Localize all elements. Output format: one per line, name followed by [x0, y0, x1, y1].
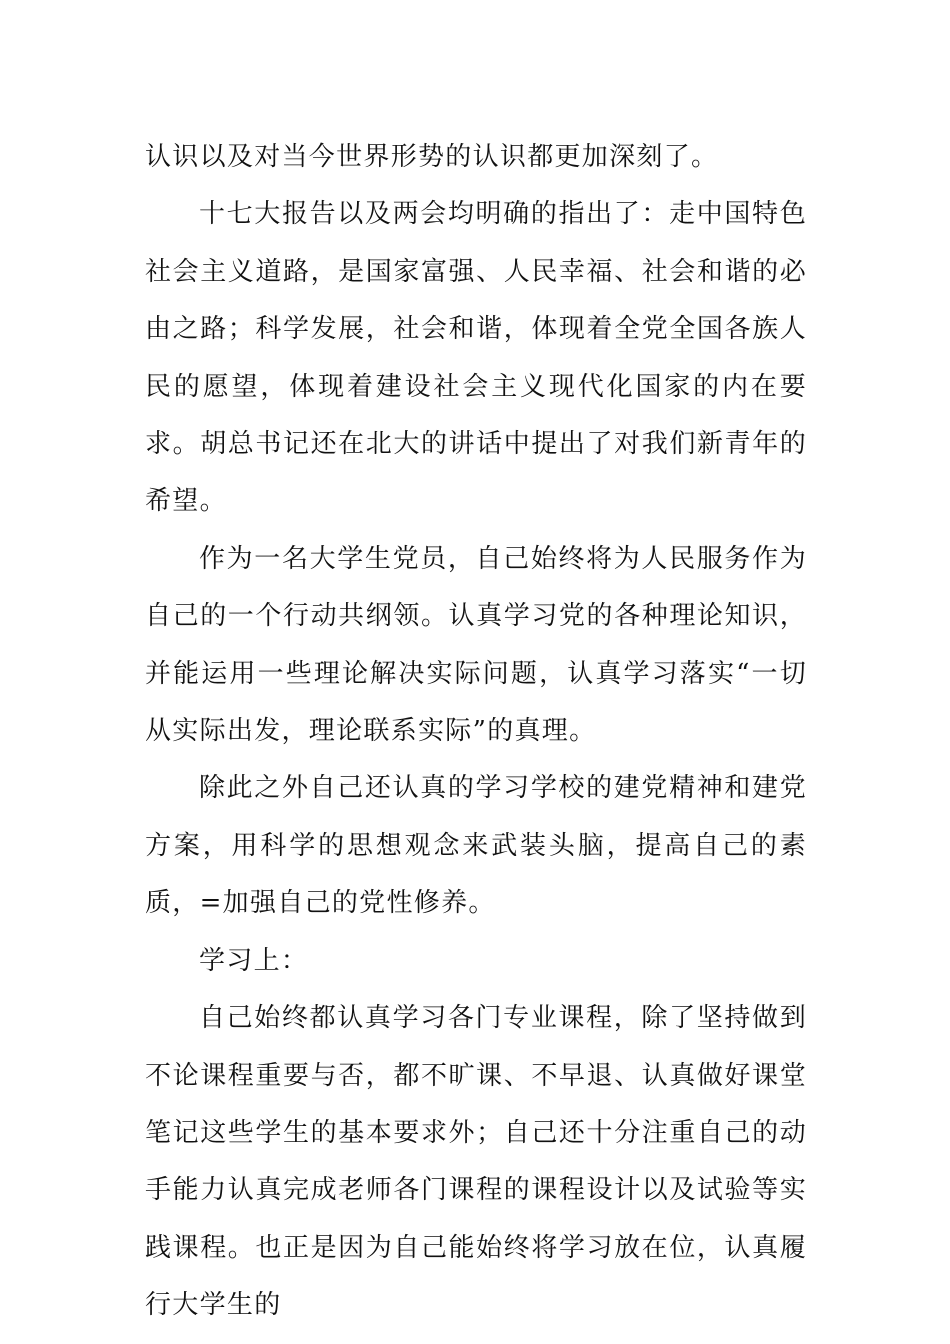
paragraph-continuation: 认识以及对当今世界形势的认识都更加深刻了。 [145, 142, 719, 172]
section-heading-study: 学习上： [199, 945, 309, 976]
document-body [145, 129, 807, 1335]
paragraph-report: 十七大报告以及两会均明确的指出了：走中国特色社会主义道路，是国家富强、人民幸福、社会和谐的必由之路；科学发展，社会和谐，体现着全党全国各族人民的愿望，体现着建设社会主义现代化国家的内在要求。胡总书记还在北大的讲话中提出了对我们新青年的希望。 [145, 199, 807, 517]
paragraph-study: 自己始终都认真学习各门专业课程，除了坚持做到不论课程重要与否，都不旷课、不早退、认真做好课堂笔记这些学生的基本要求外；自己还十分注重自己的动手能力认真完成老师各门课程的课程设计以及试验等实践课程。也正是因为自己能始终将学习放在位，认真履行大学生的 [145, 1003, 807, 1321]
paragraph-party-member: 作为一名大学生党员，自己始终将为人民服务作为自己的一个行动共纲领。认真学习党的各种理论知识，并能运用一些理论解决实际问题，认真学习落实“一切从实际出发，理论联系实际”的真理。 [145, 543, 807, 747]
paragraph-school-spirit: 除此之外自己还认真的学习学校的建党精神和建党方案，用科学的思想观念来武装头脑，提高自己的素质，=加强自己的党性修养。 [145, 773, 807, 919]
